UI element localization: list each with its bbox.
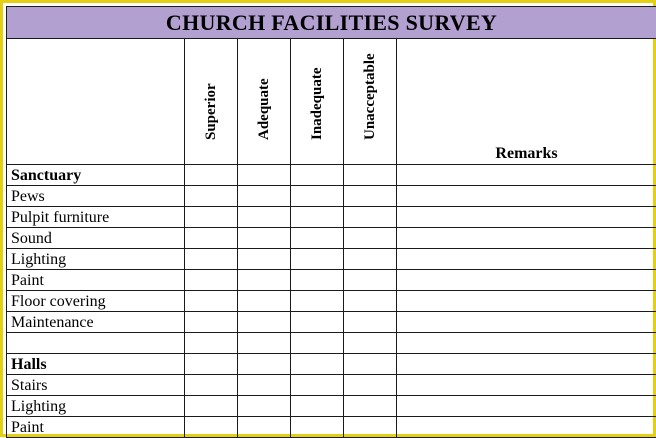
rating-cell-superior[interactable]: [185, 396, 238, 417]
header-blank-cell: [7, 39, 185, 165]
rating-cell-unacceptable[interactable]: [344, 207, 397, 228]
rating-cell-adequate[interactable]: [238, 354, 291, 375]
rating-cell-adequate[interactable]: [238, 249, 291, 270]
survey-item-row: [7, 207, 656, 228]
rating-cell-unacceptable[interactable]: [344, 396, 397, 417]
rating-cell-inadequate[interactable]: [291, 207, 344, 228]
item-label: Pulpit furniture: [7, 207, 185, 228]
rating-cell-adequate[interactable]: [238, 375, 291, 396]
rating-cell-superior[interactable]: [185, 207, 238, 228]
rating-cell-unacceptable[interactable]: [344, 354, 397, 375]
rating-cell-adequate[interactable]: [238, 396, 291, 417]
rating-cell-adequate[interactable]: [238, 165, 291, 186]
item-label: Maintenance: [7, 312, 185, 333]
section-label: Halls: [7, 354, 185, 375]
rating-cell-superior[interactable]: [185, 375, 238, 396]
remarks-cell[interactable]: [397, 249, 656, 270]
rating-cell-adequate[interactable]: [238, 207, 291, 228]
rating-cell-superior[interactable]: [185, 249, 238, 270]
rating-cell-unacceptable[interactable]: [344, 249, 397, 270]
item-label: Pews: [7, 186, 185, 207]
rating-cell-unacceptable[interactable]: [344, 165, 397, 186]
rating-cell-inadequate[interactable]: [291, 417, 344, 438]
remarks-cell[interactable]: [397, 375, 656, 396]
header-inadequate: [291, 39, 344, 165]
item-label: Sound: [7, 228, 185, 249]
rating-cell-adequate[interactable]: [238, 228, 291, 249]
item-label: Lighting: [7, 249, 185, 270]
rating-cell-unacceptable[interactable]: [344, 291, 397, 312]
section-header-row: [7, 354, 656, 375]
rating-cell-unacceptable[interactable]: [344, 228, 397, 249]
column-label-unacceptable: Unacceptable: [362, 53, 378, 140]
survey-item-row: [7, 291, 656, 312]
survey-table: [6, 6, 656, 438]
rating-cell-superior[interactable]: [185, 333, 238, 354]
column-label-superior: Superior: [203, 83, 219, 140]
remarks-cell[interactable]: [397, 333, 656, 354]
rating-cell-unacceptable[interactable]: [344, 375, 397, 396]
remarks-cell[interactable]: [397, 354, 656, 375]
item-label: [7, 333, 185, 354]
remarks-cell[interactable]: [397, 207, 656, 228]
rating-cell-inadequate[interactable]: [291, 228, 344, 249]
rating-cell-adequate[interactable]: [238, 291, 291, 312]
column-header-row: [7, 39, 656, 165]
rating-cell-adequate[interactable]: [238, 270, 291, 291]
survey-item-row: [7, 186, 656, 207]
rating-cell-adequate[interactable]: [238, 333, 291, 354]
survey-item-row: [7, 228, 656, 249]
rating-cell-superior[interactable]: [185, 354, 238, 375]
item-label: Floor covering: [7, 291, 185, 312]
rating-cell-inadequate[interactable]: [291, 270, 344, 291]
rating-cell-inadequate[interactable]: [291, 165, 344, 186]
remarks-cell[interactable]: [397, 228, 656, 249]
survey-item-row: [7, 396, 656, 417]
rating-cell-unacceptable[interactable]: [344, 186, 397, 207]
remarks-cell[interactable]: [397, 291, 656, 312]
survey-item-row: [7, 417, 656, 438]
survey-title: CHURCH FACILITIES SURVEY: [7, 7, 656, 39]
header-superior: [185, 39, 238, 165]
header-adequate: [238, 39, 291, 165]
rating-cell-unacceptable[interactable]: [344, 333, 397, 354]
rating-cell-unacceptable[interactable]: [344, 270, 397, 291]
rating-cell-inadequate[interactable]: [291, 333, 344, 354]
rating-cell-inadequate[interactable]: [291, 291, 344, 312]
survey-item-row: [7, 375, 656, 396]
rating-cell-inadequate[interactable]: [291, 312, 344, 333]
remarks-cell[interactable]: [397, 186, 656, 207]
header-remarks: Remarks: [397, 39, 656, 165]
remarks-cell[interactable]: [397, 312, 656, 333]
rating-cell-inadequate[interactable]: [291, 375, 344, 396]
survey-item-row: [7, 249, 656, 270]
rating-cell-inadequate[interactable]: [291, 354, 344, 375]
rating-cell-adequate[interactable]: [238, 312, 291, 333]
rating-cell-superior[interactable]: [185, 291, 238, 312]
survey-item-row: [7, 312, 656, 333]
rating-cell-superior[interactable]: [185, 270, 238, 291]
remarks-cell[interactable]: [397, 165, 656, 186]
remarks-cell[interactable]: [397, 417, 656, 438]
rating-cell-superior[interactable]: [185, 165, 238, 186]
survey-item-row: [7, 333, 656, 354]
remarks-cell[interactable]: [397, 270, 656, 291]
rating-cell-unacceptable[interactable]: [344, 312, 397, 333]
rating-cell-superior[interactable]: [185, 186, 238, 207]
column-label-adequate: Adequate: [256, 78, 272, 140]
section-header-row: [7, 165, 656, 186]
item-label: Stairs: [7, 375, 185, 396]
item-label: Lighting: [7, 396, 185, 417]
rating-cell-superior[interactable]: [185, 312, 238, 333]
rating-cell-inadequate[interactable]: [291, 186, 344, 207]
rating-cell-superior[interactable]: [185, 228, 238, 249]
section-label: Sanctuary: [7, 165, 185, 186]
item-label: Paint: [7, 270, 185, 291]
rating-cell-adequate[interactable]: [238, 417, 291, 438]
rating-cell-inadequate[interactable]: [291, 396, 344, 417]
item-label: Paint: [7, 417, 185, 438]
column-label-inadequate: Inadequate: [309, 67, 325, 140]
rating-cell-adequate[interactable]: [238, 186, 291, 207]
header-unacceptable: [344, 39, 397, 165]
rating-cell-unacceptable[interactable]: [344, 417, 397, 438]
rating-cell-superior[interactable]: [185, 417, 238, 438]
rating-cell-inadequate[interactable]: [291, 249, 344, 270]
survey-item-row: [7, 270, 656, 291]
remarks-cell[interactable]: [397, 396, 656, 417]
